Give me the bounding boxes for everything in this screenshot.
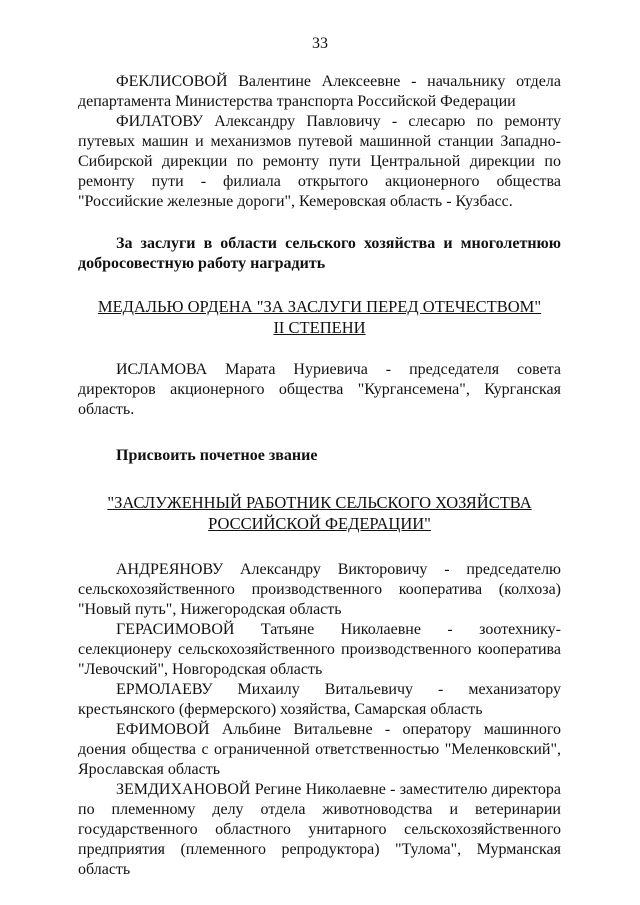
award-entry-efimova: ЕФИМОВОЙ Альбине Витальевне - оператору машинного доения общества с ограниченной ответственностью "Меленковский", Ярославская область	[78, 721, 561, 778]
spacer	[78, 420, 561, 446]
medal-decree-text: За заслуги в области сельского хозяйства и многолетнюю добросовестную работу наградить	[78, 235, 561, 272]
award-entry-gerasimova: ГЕРАСИМОВОЙ Татьяне Николаевне - зоотехнику-селекционеру сельскохозяйственного производственного кооператива "Левочский", Новгородская область	[78, 621, 561, 678]
honorary-title-line2: РОССИЙСКОЙ ФЕДЕРАЦИИ"	[208, 514, 431, 533]
page-number: 33	[312, 35, 328, 52]
award-entry-filatov: ФИЛАТОВУ Александру Павловичу - слесарю по ремонту путевых машин и механизмов путевой машинной станции Западно-Сибирской дирекции по ремонту пути Центральной дирекции по ремонту пути - филиала открытого акционерного общества "Российские железные дороги", Кемеровская область - Кузбасс.	[78, 113, 561, 210]
spacer	[78, 338, 561, 360]
title-decree-text: Присвоить почетное звание	[116, 447, 318, 464]
award-entry-feklisova: ФЕКЛИСОВОЙ Валентине Алексеевне - начальнику отдела департамента Министерства транспорта Российской Федерации	[78, 73, 561, 110]
honorary-title-line1: "ЗАСЛУЖЕННЫЙ РАБОТНИК СЕЛЬСКОГО ХОЗЯЙСТВА	[107, 493, 532, 512]
award-entry-zemdikhanova: ЗЕМДИХАНОВОЙ Регине Николаевне - заместителю директора по племенному делу отдела животноводства и ветеринарии государственного областного унитарного сельскохозяйственного предприятия (племенного репродуктора) "Тулома", Мурманская область	[78, 781, 561, 878]
document-body	[78, 72, 561, 880]
award-entry-ermolaev: ЕРМОЛАЕВУ Михаилу Витальевичу - механизатору крестьянского (фермерского) хозяйства, Самарская область	[78, 681, 561, 718]
medal-title-line2: II СТЕПЕНИ	[273, 318, 366, 337]
spacer	[78, 274, 561, 296]
medal-title-line1: МЕДАЛЬЮ ОРДЕНА "ЗА ЗАСЛУГИ ПЕРЕД ОТЕЧЕСТВОМ"	[97, 297, 542, 316]
spacer	[78, 466, 561, 492]
spacer	[78, 534, 561, 560]
spacer	[78, 212, 561, 234]
award-entry-andreyanov: АНДРЕЯНОВУ Александру Викторовичу - председателю сельскохозяйственного производственного кооператива (колхоза) "Новый путь", Нижегородская область	[78, 561, 561, 618]
award-entry-islamov: ИСЛАМОВА Марата Нуриевича - председателя совета директоров акционерного общества "Кургансемена", Курганская область.	[78, 361, 561, 418]
